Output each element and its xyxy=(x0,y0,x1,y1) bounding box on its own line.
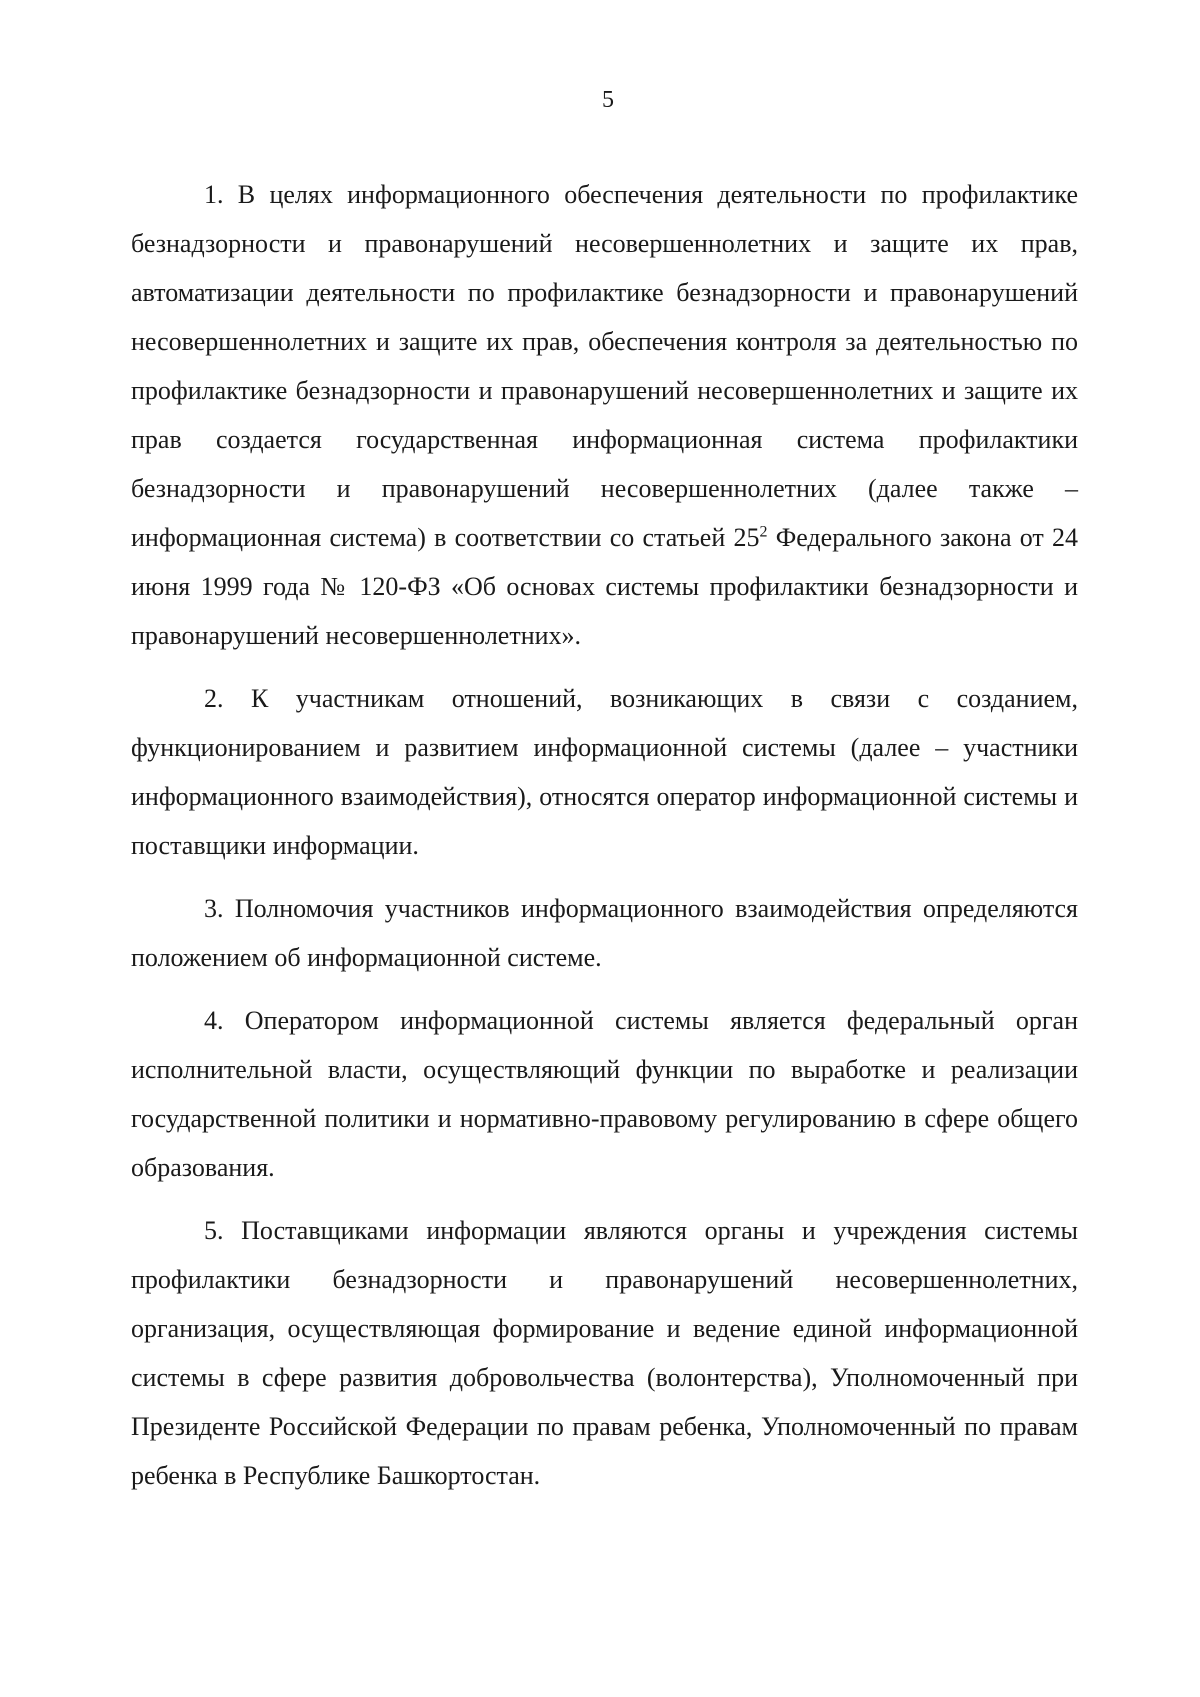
paragraph-2: 2. К участникам отношений, возникающих в связи с созданием, функционированием и развитием информационной системы (далее – участники информационного взаимодействия), относятся оператор информационной системы и поставщики информации. xyxy=(131,684,1078,860)
paragraph-1 xyxy=(131,170,1078,660)
document-body xyxy=(131,170,1078,1514)
paragraph-5: 5. Поставщиками информации являются органы и учреждения системы профилактики безнадзорности и правонарушений несовершеннолетних, организация, осуществляющая формирование и ведение единой информационной системы в сфере развития добровольчества (волонтерства), Уполномоченный при Президенте Российской Федерации по правам ребенка, Уполномоченный по правам ребенка в Республике Башкортостан. xyxy=(131,1216,1078,1490)
article-superscript: 2 xyxy=(759,523,768,541)
paragraph-1-text-continued: Федерального закона от 24 июня 1999 года № 120-ФЗ «Об основах системы профилактики безнадзорности и правонарушений несовершеннолетних». xyxy=(131,523,1079,650)
paragraph-4: 4. Оператором информационной системы является федеральный орган исполнительной власти, осуществляющий функции по выработке и реализации государственной политики и нормативно-правовому регулированию в сфере общего образования. xyxy=(131,1006,1078,1182)
page-number: 5 xyxy=(602,87,614,113)
paragraph-1-text: 1. В целях информационного обеспечения деятельности по профилактике безнадзорности и правонарушений несовершеннолетних и защите их прав, автоматизации деятельности по профилактике безнадзорности и правонарушений несовершеннолетних и защите их прав, обеспечения контроля за деятельностью по профилактике безнадзорности и правонарушений несовершеннолетних и защите их прав создается государственная информационная система профилактики безнадзорности и правонарушений несовершеннолетних (далее также – информационная система) в соответствии со статьей 25 xyxy=(131,180,1078,552)
paragraph-3: 3. Полномочия участников информационного взаимодействия определяются положением об информационной системе. xyxy=(131,894,1078,972)
